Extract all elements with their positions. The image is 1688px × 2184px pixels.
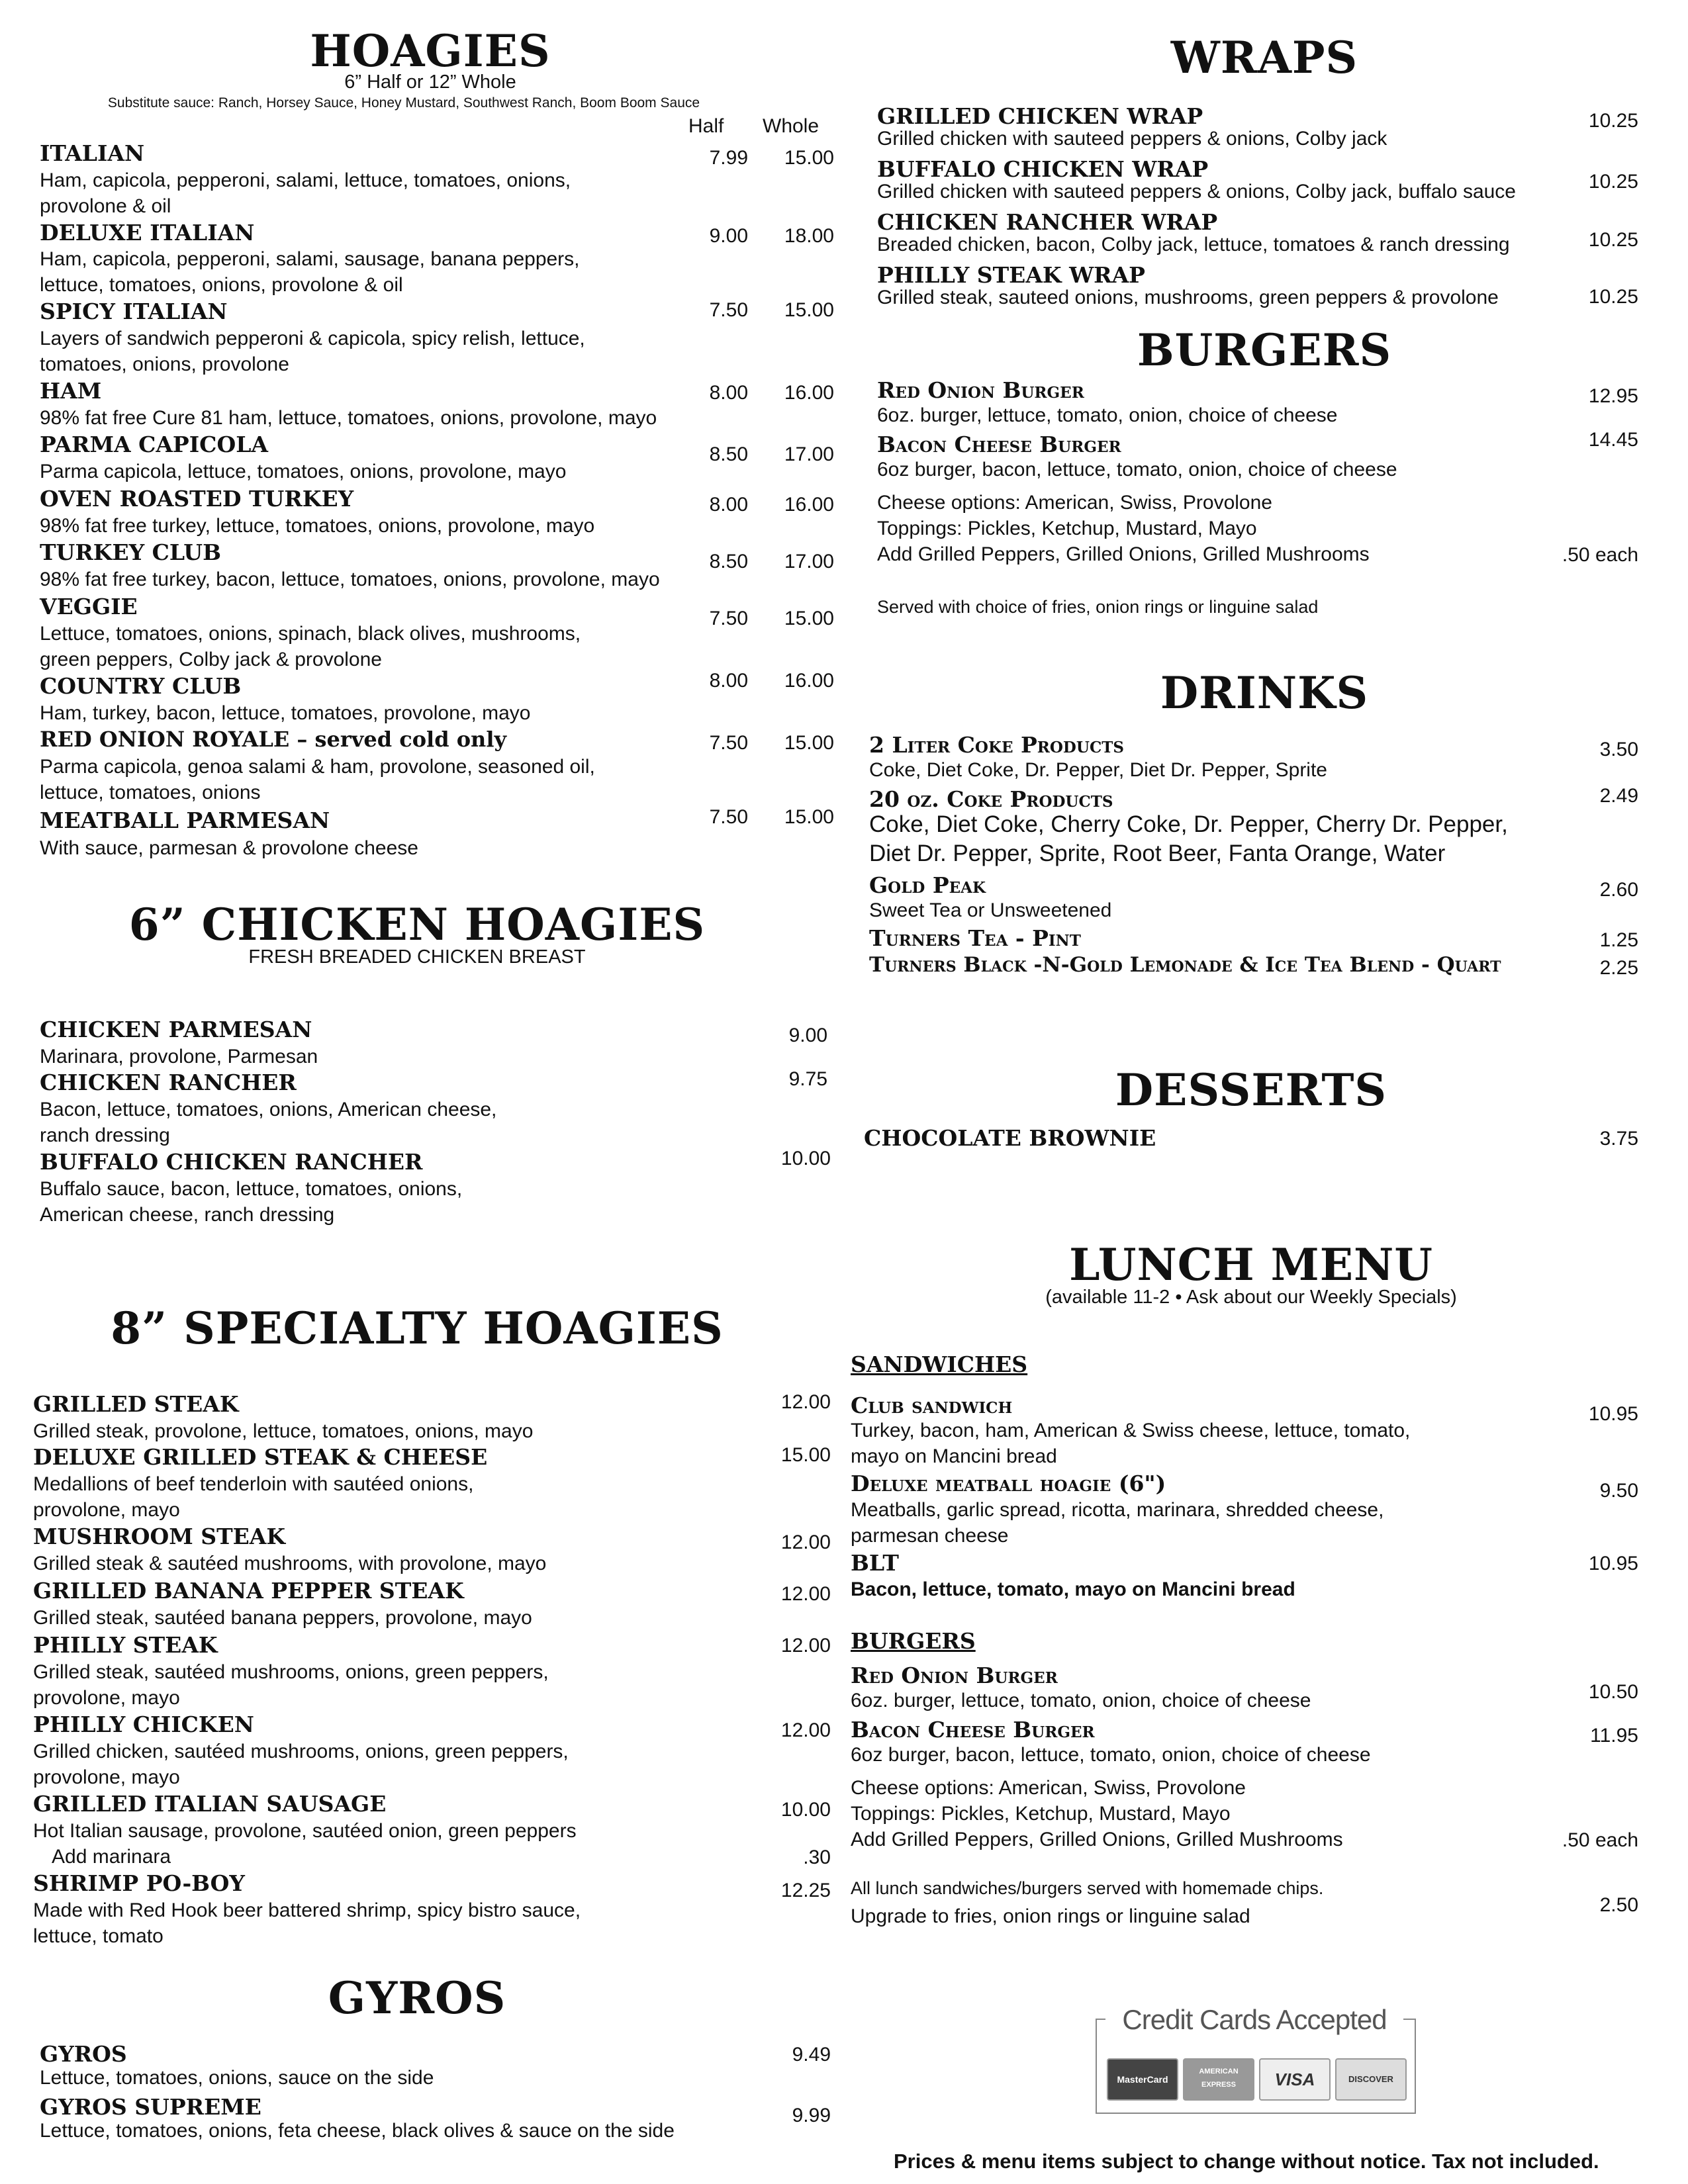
menu-item-name: GRILLED STEAK <box>33 1391 239 1417</box>
price-whole: 15.00 <box>784 608 834 629</box>
hoagies-title: HOAGIES <box>310 25 551 77</box>
price: 2.49 <box>1599 785 1638 807</box>
menu-item-name: GRILLED BANANA PEPPER STEAK <box>33 1578 464 1604</box>
specialty-hoagies-title: 8” SPECIALTY HOAGIES <box>111 1302 724 1354</box>
price-half: 7.50 <box>709 732 748 754</box>
credit-cards-title: Credit Cards Accepted <box>1105 2004 1403 2036</box>
menu-item-desc: Layers of sandwich pepperoni & capicola, spicy relish, lettuce, <box>40 328 585 349</box>
mastercard-icon: MasterCard <box>1107 2058 1178 2101</box>
menu-item-desc: Medallions of beef tenderloin with sautéed onions, <box>33 1473 474 1495</box>
price: 1.25 <box>1599 929 1638 951</box>
discover-icon: DISCOVER <box>1335 2058 1407 2101</box>
price: 2.60 <box>1599 879 1638 901</box>
price: 2.25 <box>1599 957 1638 979</box>
price-whole: 15.00 <box>784 147 834 169</box>
menu-item-desc: Meatballs, garlic spread, ricotta, marinara, shredded cheese, <box>851 1499 1384 1521</box>
menu-item-desc: Grilled steak, sautéed mushrooms, onions, green peppers, <box>33 1661 549 1683</box>
menu-item-desc: Buffalo sauce, bacon, lettuce, tomatoes, onions, <box>40 1178 463 1200</box>
menu-item-name: BLT <box>851 1550 899 1576</box>
menu-item-desc: lettuce, tomatoes, onions <box>40 782 261 803</box>
menu-item-name: PHILLY STEAK <box>33 1632 218 1658</box>
menu-item-name: RED ONION ROYALE – served cold only <box>40 727 507 752</box>
menu-item-desc: Grilled chicken with sauteed peppers & onions, Colby jack, buffalo sauce <box>877 181 1516 203</box>
menu-item-desc: Parma capicola, lettuce, tomatoes, onions, provolone, mayo <box>40 461 567 482</box>
menu-item-name: Red Onion Burger <box>877 377 1084 403</box>
menu-item-name: GYROS SUPREME <box>40 2094 261 2120</box>
menu-item-name: MEATBALL PARMESAN <box>40 807 330 833</box>
price-whole: 18.00 <box>784 225 834 247</box>
price-whole: 16.00 <box>784 670 834 692</box>
menu-item-name: CHICKEN PARMESAN <box>40 1017 312 1042</box>
menu-item-name: CHICKEN RANCHER WRAP <box>877 209 1218 235</box>
price: 12.00 <box>780 1583 831 1605</box>
burgers-title: BURGERS <box>1137 324 1392 376</box>
menu-item-desc: 98% fat free turkey, bacon, lettuce, tomatoes, onions, provolone, mayo <box>40 569 660 590</box>
menu-item-desc: Grilled chicken with sauteed peppers & onions, Colby jack <box>877 128 1387 150</box>
menu-item-name: SPICY ITALIAN <box>40 298 228 324</box>
desserts-title: DESSERTS <box>1115 1064 1387 1116</box>
menu-item-name: Club sandwich <box>851 1392 1013 1418</box>
price-whole: 15.00 <box>784 299 834 321</box>
menu-item-desc: Grilled steak, provolone, lettuce, tomatoes, onions, mayo <box>33 1420 534 1442</box>
menu-item-desc: Ham, capicola, pepperoni, salami, sausage, banana peppers, <box>40 248 580 270</box>
price-half: 7.50 <box>709 806 748 828</box>
add-options: Add Grilled Peppers, Grilled Onions, Grilled Mushrooms <box>877 543 1370 565</box>
price-half: 8.50 <box>709 551 748 572</box>
menu-item-desc: Bacon, lettuce, tomato, mayo on Mancini bread <box>851 1578 1295 1600</box>
wraps-title: WRAPS <box>1170 32 1358 83</box>
price-half: 8.00 <box>709 494 748 516</box>
menu-item-desc: 6oz. burger, lettuce, tomato, onion, choice of cheese <box>851 1690 1311 1711</box>
add-price: .50 each <box>1562 544 1638 566</box>
menu-item-name: GRILLED ITALIAN SAUSAGE <box>33 1791 387 1817</box>
menu-item-desc: Grilled steak & sautéed mushrooms, with provolone, mayo <box>33 1553 547 1574</box>
price: 10.95 <box>1588 1553 1638 1574</box>
menu-item-name: Gold Peak <box>869 872 986 898</box>
menu-item-desc: Breaded chicken, bacon, Colby jack, lettuce, tomatoes & ranch dressing <box>877 234 1510 255</box>
price-whole: 16.00 <box>784 382 834 404</box>
menu-item-name: PHILLY CHICKEN <box>33 1711 254 1737</box>
menu-item-desc: ranch dressing <box>40 1124 170 1146</box>
menu-item-desc: Turkey, bacon, ham, American & Swiss cheese, lettuce, tomato, <box>851 1420 1411 1441</box>
hoagies-subtitle: 6” Half or 12” Whole <box>344 71 516 93</box>
menu-item-desc: Lettuce, tomatoes, onions, sauce on the side <box>40 2067 434 2089</box>
menu-item-desc: Coke, Diet Coke, Cherry Coke, Dr. Pepper, Cherry Dr. Pepper, <box>869 811 1508 837</box>
price-half: 8.50 <box>709 443 748 465</box>
menu-item-desc: parmesan cheese <box>851 1525 1009 1547</box>
menu-item-desc: Made with Red Hook beer battered shrimp, spicy bistro sauce, <box>33 1899 581 1921</box>
price: 3.50 <box>1599 739 1638 760</box>
menu-item-desc: Parma capicola, genoa salami & ham, provolone, seasoned oil, <box>40 756 595 778</box>
price-whole: 17.00 <box>784 551 834 572</box>
menu-item-name: PHILLY STEAK WRAP <box>877 262 1145 288</box>
menu-item-desc: 98% fat free turkey, lettuce, tomatoes, onions, provolone, mayo <box>40 515 595 537</box>
menu-item-name: HAM <box>40 378 102 404</box>
menu-item-name: GYROS <box>40 2041 127 2067</box>
toppings-options: Toppings: Pickles, Ketchup, Mustard, Mayo <box>877 518 1257 539</box>
menu-item-desc: 98% fat free Cure 81 ham, lettuce, tomatoes, onions, provolone, mayo <box>40 407 657 429</box>
gyros-title: GYROS <box>328 1972 506 2024</box>
menu-item-desc: Grilled steak, sauteed onions, mushrooms, green peppers & provolone <box>877 287 1499 308</box>
addon-price: .30 <box>803 1846 831 1868</box>
menu-item-desc: provolone, mayo <box>33 1766 180 1788</box>
menu-item-name: PARMA CAPICOLA <box>40 432 269 457</box>
menu-item-name: Bacon Cheese Burger <box>877 432 1121 457</box>
price: 9.99 <box>792 2105 831 2126</box>
menu-item-desc: Ham, capicola, pepperoni, salami, lettuce, tomatoes, onions, <box>40 169 571 191</box>
menu-item-name: DELUXE GRILLED STEAK & CHEESE <box>33 1444 488 1470</box>
menu-item-desc: Grilled chicken, sautéed mushrooms, onions, green peppers, <box>33 1741 569 1762</box>
menu-item-name: Turners Black -N-Gold Lemonade & Ice Tea Blend - Quart <box>869 953 1501 977</box>
price-whole: 17.00 <box>784 443 834 465</box>
price-half: 7.99 <box>709 147 748 169</box>
menu-item-desc: Bacon, lettuce, tomatoes, onions, American cheese, <box>40 1099 497 1120</box>
price: 12.00 <box>780 1635 831 1657</box>
cheese-options: Cheese options: American, Swiss, Provolone <box>877 492 1272 514</box>
menu-item-desc: 6oz burger, bacon, lettuce, tomato, onion, choice of cheese <box>851 1744 1371 1766</box>
price-half: 7.50 <box>709 608 748 629</box>
price: 9.00 <box>788 1024 827 1046</box>
menu-item-desc: provolone, mayo <box>33 1499 180 1521</box>
menu-item-name: CHICKEN RANCHER <box>40 1069 297 1095</box>
chicken-hoagies-title: 6” CHICKEN HOAGIES <box>128 899 706 950</box>
menu-item-desc: With sauce, parmesan & provolone cheese <box>40 837 418 859</box>
toppings-options: Toppings: Pickles, Ketchup, Mustard, Mayo <box>851 1803 1231 1825</box>
menu-item-name: 2 Liter Coke Products <box>869 732 1124 758</box>
price: 12.25 <box>780 1880 831 1901</box>
upgrade-price: 2.50 <box>1599 1894 1638 1916</box>
menu-item-name: SHRIMP PO-BOY <box>33 1870 245 1896</box>
menu-item-desc: Hot Italian sausage, provolone, sautéed onion, green peppers <box>33 1820 577 1842</box>
menu-item-name: VEGGIE <box>40 594 138 619</box>
price-whole: 15.00 <box>784 732 834 754</box>
col-whole-header: Whole <box>763 115 820 137</box>
price: 10.95 <box>1588 1403 1638 1425</box>
price: 10.00 <box>780 1148 831 1169</box>
menu-item-desc: Ham, turkey, bacon, lettuce, tomatoes, provolone, mayo <box>40 702 531 724</box>
menu-item-desc: lettuce, tomatoes, onions, provolone & oil <box>40 274 403 296</box>
price: 12.00 <box>780 1531 831 1553</box>
lunch-menu-subtitle: (available 11-2 • Ask about our Weekly Specials) <box>1045 1287 1457 1308</box>
menu-item-desc: American cheese, ranch dressing <box>40 1204 335 1226</box>
col-half-header: Half <box>688 115 724 137</box>
menu-item-name: Bacon Cheese Burger <box>851 1717 1095 1743</box>
drinks-title: DRINKS <box>1160 667 1369 719</box>
price-half: 8.00 <box>709 382 748 404</box>
menu-item-name: MUSHROOM STEAK <box>33 1524 286 1549</box>
menu-item-desc: Coke, Diet Coke, Dr. Pepper, Diet Dr. Pepper, Sprite <box>869 759 1327 781</box>
menu-item-name: Turners Tea - Pint <box>869 925 1081 951</box>
lunch-burgers-header: BURGERS <box>851 1628 976 1654</box>
add-price: .50 each <box>1562 1829 1638 1851</box>
menu-item-desc: 6oz burger, bacon, lettuce, tomato, onion, choice of cheese <box>877 459 1397 480</box>
price-whole: 15.00 <box>784 806 834 828</box>
lunch-served-note: All lunch sandwiches/burgers served with homemade chips. <box>851 1878 1324 1898</box>
price: 12.00 <box>780 1719 831 1741</box>
price: 10.25 <box>1588 286 1638 308</box>
menu-item-name: 20 oz. Coke Products <box>869 786 1113 812</box>
chicken-hoagies-subtitle: FRESH BREADED CHICKEN BREAST <box>248 946 586 968</box>
price: 12.00 <box>780 1391 831 1413</box>
price-whole: 16.00 <box>784 494 834 516</box>
price: 11.95 <box>1590 1725 1638 1747</box>
menu-item-desc: Marinara, provolone, Parmesan <box>40 1046 318 1068</box>
menu-item-name: TURKEY CLUB <box>40 539 221 565</box>
lunch-upgrade-note: Upgrade to fries, onion rings or linguine salad <box>851 1905 1250 1927</box>
menu-item-desc: provolone, mayo <box>33 1687 180 1709</box>
menu-item-desc: 6oz. burger, lettuce, tomato, onion, choice of cheese <box>877 404 1338 426</box>
cheese-options: Cheese options: American, Swiss, Provolone <box>851 1777 1246 1799</box>
menu-item-desc: Lettuce, tomatoes, onions, feta cheese, black olives & sauce on the side <box>40 2120 675 2142</box>
menu-item-desc: Sweet Tea or Unsweetened <box>869 899 1112 921</box>
menu-item-name: Deluxe meatball hoagie (6") <box>851 1471 1166 1496</box>
price: 14.45 <box>1588 429 1638 451</box>
menu-item-desc: tomatoes, onions, provolone <box>40 353 289 375</box>
menu-item-name: ITALIAN <box>40 140 145 166</box>
menu-item-name: BUFFALO CHICKEN RANCHER <box>40 1149 423 1175</box>
price: 10.25 <box>1588 171 1638 193</box>
visa-icon: VISA <box>1259 2058 1331 2101</box>
menu-item-desc: provolone & oil <box>40 195 171 217</box>
lunch-sandwiches-header: SANDWICHES <box>851 1351 1028 1377</box>
menu-item-desc: Diet Dr. Pepper, Sprite, Root Beer, Fanta Orange, Water <box>869 841 1446 866</box>
price: 15.00 <box>780 1444 831 1466</box>
menu-item-desc: Lettuce, tomatoes, onions, spinach, black olives, mushrooms, <box>40 623 581 645</box>
menu-item-desc: Grilled steak, sautéed banana peppers, provolone, mayo <box>33 1607 532 1629</box>
menu-item-name: DELUXE ITALIAN <box>40 220 255 246</box>
price: 10.25 <box>1588 229 1638 251</box>
menu-item-desc: green peppers, Colby jack & provolone <box>40 649 382 670</box>
menu-item-name: BUFFALO CHICKEN WRAP <box>877 156 1209 182</box>
menu-item-desc: mayo on Mancini bread <box>851 1445 1057 1467</box>
amex-icon: AMERICAN EXPRESS <box>1183 2058 1254 2101</box>
addon-label: Add marinara <box>52 1846 171 1868</box>
menu-item-name: OVEN ROASTED TURKEY <box>40 486 354 512</box>
menu-item-name: GRILLED CHICKEN WRAP <box>877 103 1203 129</box>
price: 10.25 <box>1588 110 1638 132</box>
price: 9.75 <box>788 1068 827 1090</box>
menu-item-desc: lettuce, tomato <box>33 1925 164 1947</box>
menu-item-name: COUNTRY CLUB <box>40 673 242 699</box>
price: 10.00 <box>780 1799 831 1821</box>
lunch-menu-title: LUNCH MENU <box>1069 1239 1433 1291</box>
menu-item-name: CHOCOLATE BROWNIE <box>864 1125 1156 1151</box>
add-options: Add Grilled Peppers, Grilled Onions, Grilled Mushrooms <box>851 1829 1343 1850</box>
menu-item-name: Red Onion Burger <box>851 1662 1058 1688</box>
price: 3.75 <box>1599 1128 1638 1150</box>
price-half: 7.50 <box>709 299 748 321</box>
footer-note: Prices & menu items subject to change without notice. Tax not included. <box>894 2150 1599 2173</box>
price-half: 9.00 <box>709 225 748 247</box>
hoagies-sauces: Substitute sauce: Ranch, Horsey Sauce, Honey Mustard, Southwest Ranch, Boom Boom Sauce <box>107 95 700 111</box>
price: 10.50 <box>1588 1681 1638 1703</box>
price: 9.49 <box>792 2044 831 2066</box>
price: 9.50 <box>1599 1480 1638 1502</box>
served-with-note: Served with choice of fries, onion rings or linguine salad <box>877 597 1319 617</box>
price-half: 8.00 <box>709 670 748 692</box>
price: 12.95 <box>1588 385 1638 407</box>
